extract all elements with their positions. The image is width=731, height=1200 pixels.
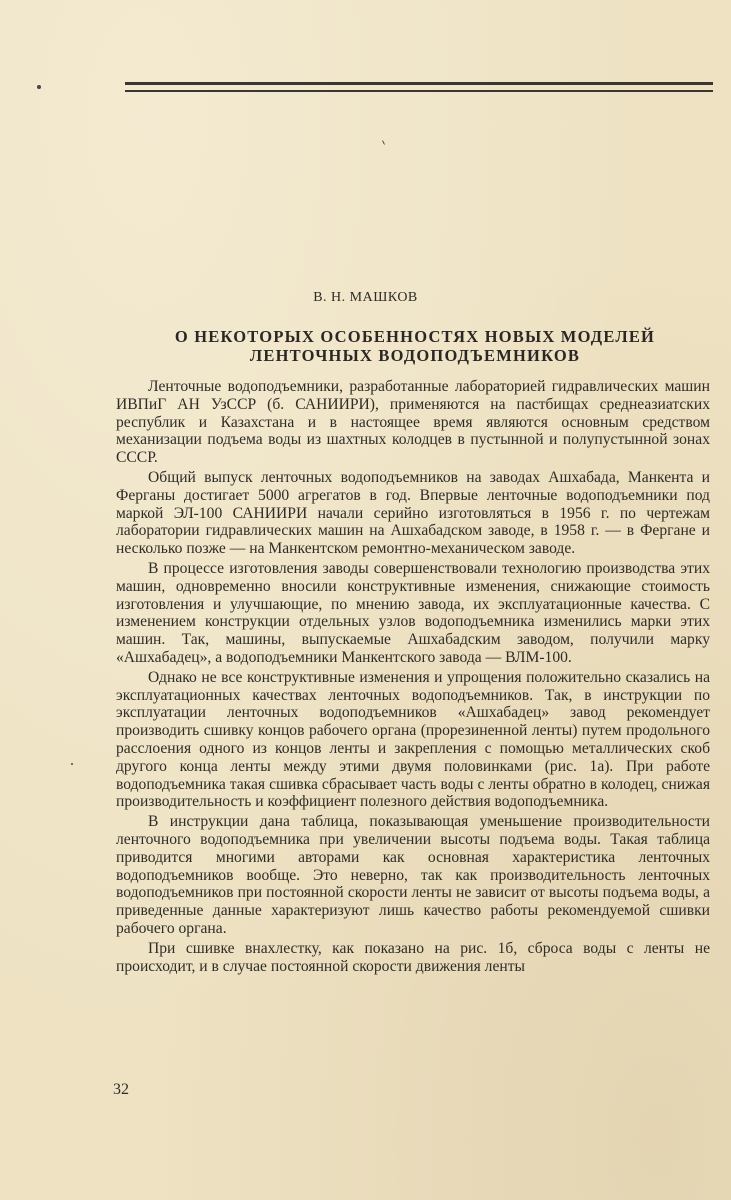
page-number: 32	[113, 1081, 129, 1098]
header-rule-thick	[125, 82, 713, 85]
paragraph: Однако не все конструктивные изменения и упрощения положительно сказались на эксплуатационных качествах ленточных водоподъемников. Так, в инструкции по эксплуатации ленточных водоподъемников «Ашхабадец» завод рекомендует производить сшивку концов рабочего органа (прорезиненной ленты) путем продольного расслоения одного из концов ленты и закрепления с помощью металлических скоб другого конца ленты между этими двумя половинками (рис. 1а). При работе водоподъемника такая сшивка сбрасывает часть воды с ленты обратно в колодец, снижая производительность и коэффициент полезного действия водоподъемника.	[116, 668, 710, 811]
paragraph: В процессе изготовления заводы совершенствовали технологию производства этих машин, одновременно вносили конструктивные изменения, снижающие стоимость изготовления и улучшающие, по мнению завода, их эксплуатационные качества. С изменением конструкции отдельных узлов водоподъемника изменились марки этих машин. Так, машины, выпускаемые Ашхабадским заводом, получили марку «Ашхабадец», а водоподъемники Манкентского завода — ВЛМ-100.	[116, 559, 710, 666]
scan-speck	[37, 85, 41, 89]
scan-speck	[71, 763, 73, 765]
article-title-line-2: ЛЕНТОЧНЫХ ВОДОПОДЪЕМНИКОВ	[249, 346, 581, 365]
article-title	[120, 327, 710, 365]
paragraph: При сшивке внахлестку, как показано на рис. 1б, сброса воды с ленты не происходит, и в случае постоянной скорости движения ленты	[116, 939, 710, 975]
article-author: В. Н. МАШКОВ	[313, 290, 418, 305]
article-body	[116, 378, 710, 977]
scan-speck	[382, 140, 385, 145]
paragraph: Ленточные водоподъемники, разработанные лабораторией гидравлических машин ИВПиГ АН УзССР (б. САНИИРИ), применяются на пастбищах среднеазиатских республик и Казахстана и в настоящее время являются основным средством механизации подъема воды из шахтных колодцев в пустынной и полупустынной зонах СССР.	[116, 378, 710, 467]
paragraph: В инструкции дана таблица, показывающая уменьшение производительности ленточного водоподъемника при увеличении высоты подъема воды. Такая таблица приводится многими авторами как основная характеристика ленточных водоподъемников вообще. Это неверно, так как производительность ленточных водоподъемников при постоянной скорости ленты не зависит от высоты подъема воды, а приведенные данные характеризуют лишь качество работы рекомендуемой сшивки рабочего органа.	[116, 813, 710, 937]
article-title-line-1: О НЕКОТОРЫХ ОСОБЕННОСТЯХ НОВЫХ МОДЕЛЕЙ	[174, 327, 656, 346]
header-rule-thin	[125, 90, 713, 92]
paragraph: Общий выпуск ленточных водоподъемников на заводах Ашхабада, Манкента и Ферганы достигает 5000 агрегатов в год. Впервые ленточные водоподъемники под маркой ЭЛ-100 САНИИРИ начали серийно изготовляться в 1956 г. по чертежам лаборатории гидравлических машин на Ашхабадском заводе, в 1958 г. — в Фергане и несколько позже — на Манкентском ремонтно-механическом заводе.	[116, 468, 710, 558]
